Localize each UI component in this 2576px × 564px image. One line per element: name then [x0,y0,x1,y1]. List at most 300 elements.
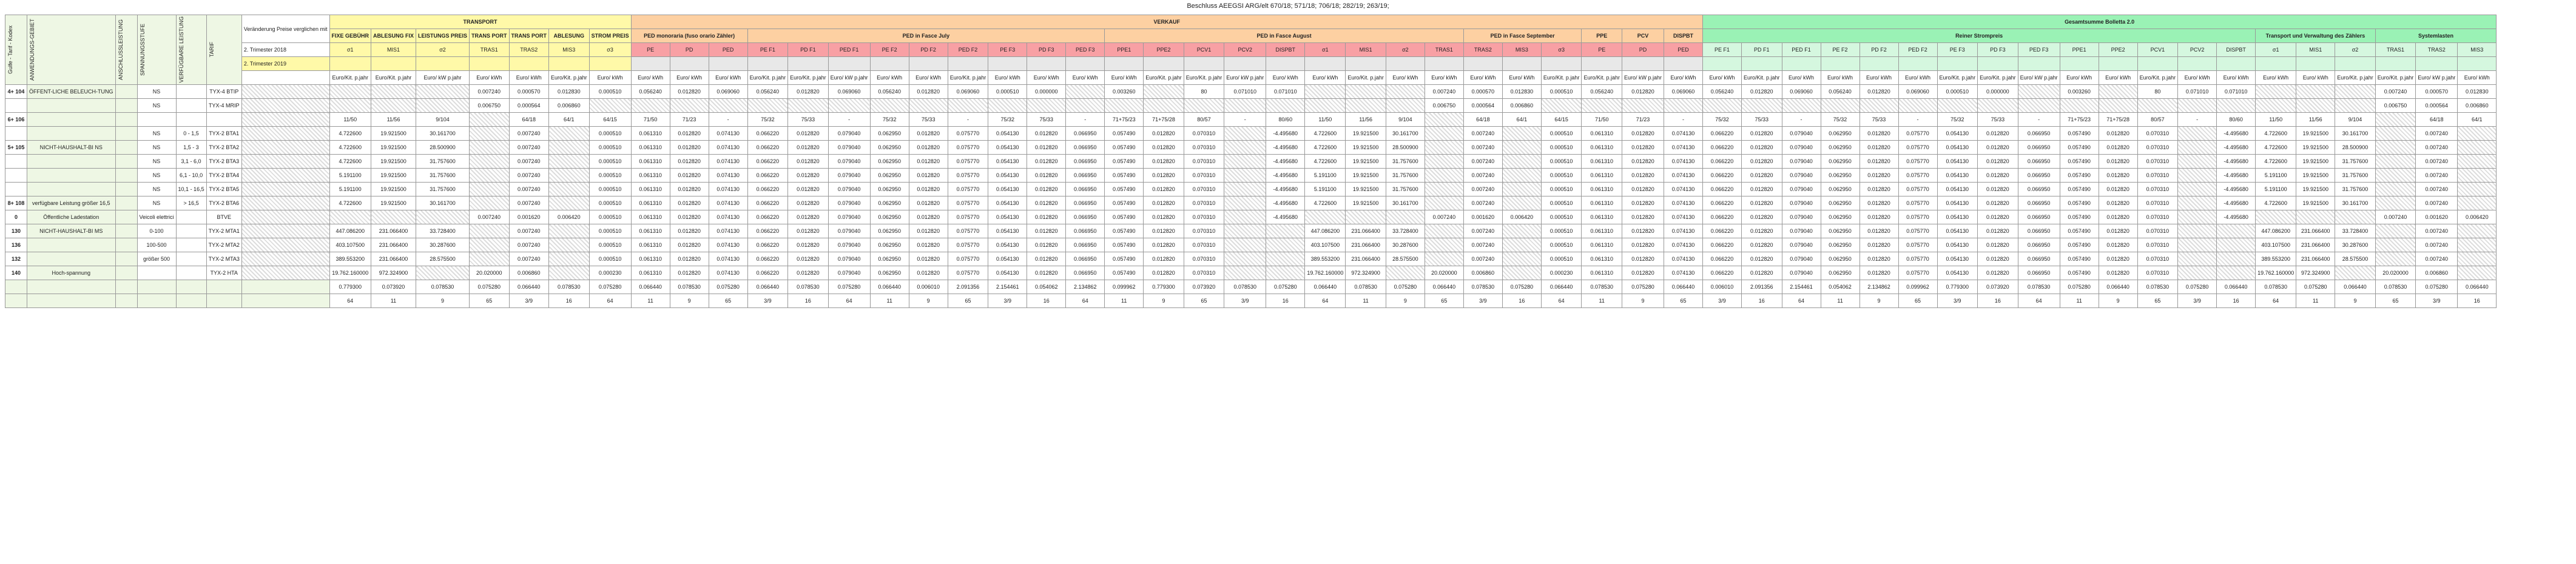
value-cell: 0.061310 [1582,252,1622,266]
value-cell: 0.079040 [828,183,870,196]
value-cell [1425,224,1463,238]
value-cell [670,99,709,113]
value-cell: 0.012820 [2099,196,2137,210]
value-cell [2375,224,2416,238]
summary-cell: 11 [371,294,416,308]
value-cell: 30.287600 [1386,238,1425,252]
row-compare [241,169,329,183]
table-row [5,99,2535,113]
value-cell: 0.061310 [631,141,670,155]
left-header-label: ANWENDUNGS-GEBIET [29,18,35,81]
value-cell: 0.012820 [1978,238,2018,252]
period-cell [1703,57,1742,71]
value-cell [371,210,416,224]
value-cell: 0.074130 [709,169,747,183]
value-cell: 0.007240 [2416,183,2458,196]
value-cell [1266,99,1305,113]
summary-cell: 3/9 [1937,294,1978,308]
row-compare [241,141,329,155]
code-cell: PED F3 [2018,43,2060,57]
value-cell [1266,252,1305,266]
row-area [27,183,116,196]
summary-blank [241,280,329,294]
value-cell: 231.066400 [2296,224,2335,238]
summary-cell: 9 [1386,294,1425,308]
value-cell: 30.161700 [416,196,470,210]
row-area: verfügbare Leistung größer 16,5 [27,196,116,210]
value-cell: 0.012820 [1622,155,1664,169]
value-cell [1425,113,1463,127]
value-cell [1937,99,1978,113]
value-cell: 5.191100 [329,169,371,183]
value-cell: 19.921500 [1346,155,1386,169]
value-cell: 0.012820 [1027,183,1066,196]
value-cell [948,99,988,113]
value-cell: 0.069060 [948,85,988,99]
value-cell: 0.066950 [1066,238,1105,252]
summary-cell: 16 [2458,294,2497,308]
value-cell [2256,85,2296,99]
value-cell [2375,183,2416,196]
code-cell: PE [631,43,670,57]
value-cell: 0.007240 [2416,224,2458,238]
row-tarif: TYX-2 MTA1 [206,224,241,238]
unit-cell: Euro/ kWh [2060,71,2099,85]
row-area: Öffentliche Ladestation [27,210,116,224]
value-cell: 0.079040 [828,252,870,266]
value-cell: 0.057490 [2060,183,2099,196]
value-cell: 0.079040 [1782,127,1821,141]
value-cell: 0.006750 [2375,99,2416,113]
value-cell [631,99,670,113]
code-cell: σ1 [2256,43,2296,57]
summary-cell: 0.066440 [1664,280,1703,294]
period-cell [1860,57,1898,71]
value-cell: 0.075770 [1898,183,1937,196]
value-cell: 0.007240 [1425,85,1463,99]
value-cell: 0.000510 [1541,252,1582,266]
value-cell [1978,99,2018,113]
row-blank [115,141,137,155]
value-cell: 0.012820 [1622,85,1664,99]
value-cell: 0.066950 [1066,155,1105,169]
value-cell: 64/1 [2458,113,2497,127]
value-cell [2458,141,2497,155]
row-compare [241,127,329,141]
value-cell: 0.000510 [589,210,631,224]
value-cell: 972.324900 [371,266,416,280]
row-volt: NS [137,141,176,155]
value-cell: 0.054130 [1937,238,1978,252]
unit-cell: Euro/ kWh [1502,71,1541,85]
value-cell: 0.075770 [948,141,988,155]
value-cell [2178,141,2217,155]
value-cell: 64/15 [589,113,631,127]
summary-cell: 11 [631,294,670,308]
value-cell [2375,252,2416,266]
unit-blank [241,71,329,85]
value-cell: 80/60 [2217,113,2256,127]
value-cell: 0.075770 [1898,196,1937,210]
row-code: 140 [5,266,27,280]
summary-cell: 0.075280 [1502,280,1541,294]
value-cell: 0.007240 [470,85,510,99]
value-cell: 0.061310 [1582,155,1622,169]
summary-cell: 2.134862 [1066,280,1105,294]
row-tarif: TYX-2 BTA6 [206,196,241,210]
code-cell: PED [709,43,747,57]
value-cell: 5.191100 [2256,183,2296,196]
summary-cell: 0.066440 [509,280,549,294]
value-cell: 0.007240 [470,210,510,224]
row-volt: NS [137,183,176,196]
value-cell [1502,196,1541,210]
value-cell: 0.062950 [870,224,909,238]
period-cell [747,57,788,71]
value-cell: 0.054130 [988,127,1027,141]
value-cell: 0.075770 [948,196,988,210]
value-cell: 0.054130 [988,155,1027,169]
value-cell: 231.066400 [1346,224,1386,238]
value-cell: 0.000510 [1541,210,1582,224]
row-code [5,155,27,169]
row-power: > 16,5 [176,196,206,210]
row-compare [241,196,329,210]
value-cell: 4.722600 [1305,155,1346,169]
value-cell: 31.757600 [2335,183,2376,196]
summary-cell: 11 [2060,294,2099,308]
value-cell [416,99,470,113]
summary-cell: 64 [329,294,371,308]
code-cell: σ1 [329,43,371,57]
value-cell [1386,210,1425,224]
value-cell: 0.012820 [788,183,829,196]
period-cell [1978,57,2018,71]
value-cell: 0.079040 [1782,183,1821,196]
value-cell: 80 [2137,85,2178,99]
summary-cell: 2.091356 [948,280,988,294]
value-cell [1782,99,1821,113]
value-cell: 31.757600 [1386,183,1425,196]
summary-row [5,294,2535,308]
value-cell: 0.012820 [670,252,709,266]
period-cell [1463,57,1502,71]
value-cell: 0.012820 [1622,224,1664,238]
value-cell: 0.012820 [670,266,709,280]
value-cell [988,99,1027,113]
transport-col-1: ABLESUNG FIX [371,29,416,43]
unit-cell: Euro/ kWh [2458,71,2497,85]
value-cell: -4.495680 [1266,141,1305,155]
value-cell: -4.495680 [2217,183,2256,196]
value-cell: 19.762.160000 [2256,266,2296,280]
summary-cell: 0.066440 [870,280,909,294]
value-cell: 0.012820 [1027,196,1066,210]
left-header-3 [137,15,176,85]
value-cell: 0.070310 [1184,252,1224,266]
period-2: 2. Trimester 2019 [241,57,329,71]
value-cell: -4.495680 [1266,155,1305,169]
unit-cell: Euro/Kit. p.jahr [788,71,829,85]
summary-cell: 2.154461 [1782,280,1821,294]
summary-cell: 0.073920 [1184,280,1224,294]
unit-cell: Euro/ kWh [1463,71,1502,85]
period-cell [2296,57,2335,71]
value-cell [1224,141,1266,155]
value-cell [470,169,510,183]
value-cell: 0.012820 [2099,169,2137,183]
value-cell: 0.075770 [1898,141,1937,155]
value-cell: -4.495680 [2217,210,2256,224]
value-cell: 0.012820 [909,224,948,238]
value-cell: 0.012820 [788,252,829,266]
value-cell: 0.006860 [549,99,590,113]
code-cell: PD F3 [1027,43,1066,57]
value-cell: 0.061310 [631,196,670,210]
value-cell: 0.079040 [828,210,870,224]
period-cell [1346,57,1386,71]
left-header-4 [176,15,206,85]
unit-cell: Euro/Kit. p.jahr [2375,71,2416,85]
summary-cell: 0.066440 [631,280,670,294]
unit-cell: Euro/ kWh [1425,71,1463,85]
value-cell: 0.003260 [1105,85,1144,99]
value-cell [2099,85,2137,99]
code-cell: PED F2 [1898,43,1937,57]
code-cell: PED F1 [1782,43,1821,57]
value-cell: 0.079040 [828,155,870,169]
value-cell: 0.057490 [2060,266,2099,280]
value-cell: 71/23 [670,113,709,127]
value-cell: 0.061310 [1582,210,1622,224]
value-cell: 0.057490 [1105,196,1144,210]
value-cell: 0.066950 [2018,127,2060,141]
group-transport-verw: Transport und Verwaltung des Zählers [2256,29,2376,43]
value-cell: 0.075770 [948,266,988,280]
code-cell: PED F3 [1066,43,1105,57]
value-cell: 0.007240 [2416,169,2458,183]
table-row [5,210,2535,224]
value-cell: 0.074130 [709,141,747,155]
row-blank [115,113,137,127]
verkauf-sub-0: PED monoraria (fuso orario Zähler) [631,29,747,43]
summary-cell: 0.078530 [788,280,829,294]
summary-blank [206,294,241,308]
row-volt: NS [137,169,176,183]
value-cell: 403.107500 [1305,238,1346,252]
value-cell: 0.070310 [2137,127,2178,141]
row-compare [241,85,329,99]
value-cell: 0.000570 [1463,85,1502,99]
value-cell: 0.012820 [1860,155,1898,169]
summary-cell: 0.066440 [2458,280,2497,294]
summary-cell: 64 [589,294,631,308]
value-cell: 0.012820 [788,238,829,252]
summary-cell: 16 [549,294,590,308]
code-cell: σ3 [589,43,631,57]
value-cell [2375,113,2416,127]
value-cell: 0.062950 [1821,196,1860,210]
value-cell: 0.012820 [909,266,948,280]
value-cell: 0.066950 [1066,224,1105,238]
value-cell: 0.006860 [2458,99,2497,113]
value-cell: 0.012820 [2099,210,2137,224]
summary-cell: 3/9 [1703,294,1742,308]
value-cell [1346,210,1386,224]
value-cell: 0.054130 [988,169,1027,183]
code-cell: TRAS2 [509,43,549,57]
summary-cell: 0.006010 [909,280,948,294]
unit-cell: Euro/ kWh [1305,71,1346,85]
value-cell: 0.012820 [1742,238,1782,252]
code-cell: PE F1 [747,43,788,57]
unit-cell: Euro/ kWh [1386,71,1425,85]
tarif-header [206,15,241,85]
value-cell: -4.495680 [2217,141,2256,155]
row-compare [241,210,329,224]
value-cell [549,183,590,196]
value-cell: 0.000510 [1541,155,1582,169]
value-cell: 0.066950 [1066,183,1105,196]
row-compare [241,224,329,238]
period-cell [329,57,371,71]
value-cell: 0.000000 [1027,85,1066,99]
value-cell: 0.006860 [1463,266,1502,280]
value-cell: 0.054130 [988,210,1027,224]
value-cell: 4.722600 [2256,155,2296,169]
summary-cell: 16 [2217,294,2256,308]
transport-col-5: ABLESUNG [549,29,590,43]
value-cell: 0.000510 [589,141,631,155]
unit-cell: Euro/ kW p.jahr [2018,71,2060,85]
summary-cell: 9 [2335,294,2376,308]
value-cell: 0.062950 [1821,183,1860,196]
value-cell: -4.495680 [2217,127,2256,141]
value-cell: 0.054130 [1937,252,1978,266]
unit-cell: Euro/Kit. p.jahr [371,71,416,85]
code-cell: TRAS1 [1425,43,1463,57]
value-cell [1703,99,1742,113]
value-cell [2375,155,2416,169]
summary-cell: 0.078530 [1346,280,1386,294]
value-cell: 0.057490 [1105,169,1144,183]
summary-cell: 0.066440 [1541,280,1582,294]
value-cell: 231.066400 [371,238,416,252]
row-code: 5+ 105 [5,141,27,155]
code-cell: PE F2 [870,43,909,57]
code-cell: PD F2 [909,43,948,57]
verkauf-sub-6: DISPBT [1664,29,1703,43]
value-cell: 0.012820 [1978,169,2018,183]
value-cell: 0.012820 [670,196,709,210]
value-cell: 9/104 [1386,113,1425,127]
value-cell: 0.012820 [909,183,948,196]
value-cell: 75/32 [870,113,909,127]
value-cell [1821,99,1860,113]
value-cell: 0.079040 [1782,266,1821,280]
unit-cell: Euro/ kWh [1703,71,1742,85]
summary-cell: 64 [1541,294,1582,308]
row-volt: größer 500 [137,252,176,266]
summary-cell: 0.075280 [709,280,747,294]
value-cell: -4.495680 [1266,183,1305,196]
summary-cell: 0.066440 [2099,280,2137,294]
value-cell: 0.007240 [2416,196,2458,210]
value-cell: 19.921500 [371,127,416,141]
summary-cell: 9 [2099,294,2137,308]
value-cell: 0.062950 [870,155,909,169]
row-code [5,127,27,141]
value-cell: 19.921500 [371,196,416,210]
value-cell [1541,99,1582,113]
value-cell [2296,85,2335,99]
transport-col-3: TRANS PORT [470,29,510,43]
table-row [5,238,2535,252]
value-cell: 75/33 [909,113,948,127]
value-cell: 0.012820 [670,224,709,238]
value-cell: 0.070310 [2137,169,2178,183]
value-cell [2018,85,2060,99]
value-cell: 0.006420 [549,210,590,224]
value-cell: 0.012820 [670,85,709,99]
value-cell: - [1898,113,1937,127]
row-code: 132 [5,252,27,266]
code-cell: PPE1 [2060,43,2099,57]
row-area [27,252,116,266]
value-cell: 0.066950 [1066,141,1105,155]
value-cell: 30.287600 [416,238,470,252]
value-cell: 0.012820 [1622,141,1664,155]
value-cell: 0.062950 [1821,155,1860,169]
code-cell: PD [670,43,709,57]
value-cell [2458,238,2497,252]
unit-cell: Euro/ kWh [470,71,510,85]
value-cell [1305,85,1346,99]
value-cell: 0.007240 [509,155,549,169]
code-row [5,43,2535,57]
value-cell: 0.012820 [670,183,709,196]
value-cell: 0.007240 [509,224,549,238]
value-cell [1502,155,1541,169]
value-cell: 0.071010 [2178,85,2217,99]
summary-cell: 65 [2137,294,2178,308]
value-cell [2217,238,2256,252]
row-power: 3,1 - 6,0 [176,155,206,169]
value-cell [909,99,948,113]
value-cell: 972.324900 [2296,266,2335,280]
value-cell: 0.012820 [909,155,948,169]
code-cell: DISPBT [1266,43,1305,57]
summary-cell: 0.075280 [2178,280,2217,294]
value-cell: 0.074130 [709,196,747,210]
value-cell: 0.012820 [788,127,829,141]
row-area [27,113,116,127]
value-cell: 28.575500 [416,252,470,266]
unit-cell: Euro/Kit. p.jahr [1742,71,1782,85]
group-reiner: Reiner Strompreis [1703,29,2256,43]
row-blank [115,169,137,183]
value-cell: 0.066950 [2018,210,2060,224]
code-cell: PCV1 [1184,43,1224,57]
value-cell: 0.007240 [509,141,549,155]
value-cell: 0.061310 [631,238,670,252]
value-cell: 0.066220 [747,169,788,183]
period-cell [1582,57,1622,71]
value-cell: 0.054130 [1937,266,1978,280]
value-cell: 0.012820 [1144,266,1184,280]
value-cell: 0.066220 [747,224,788,238]
value-cell: 0.066220 [1703,238,1742,252]
